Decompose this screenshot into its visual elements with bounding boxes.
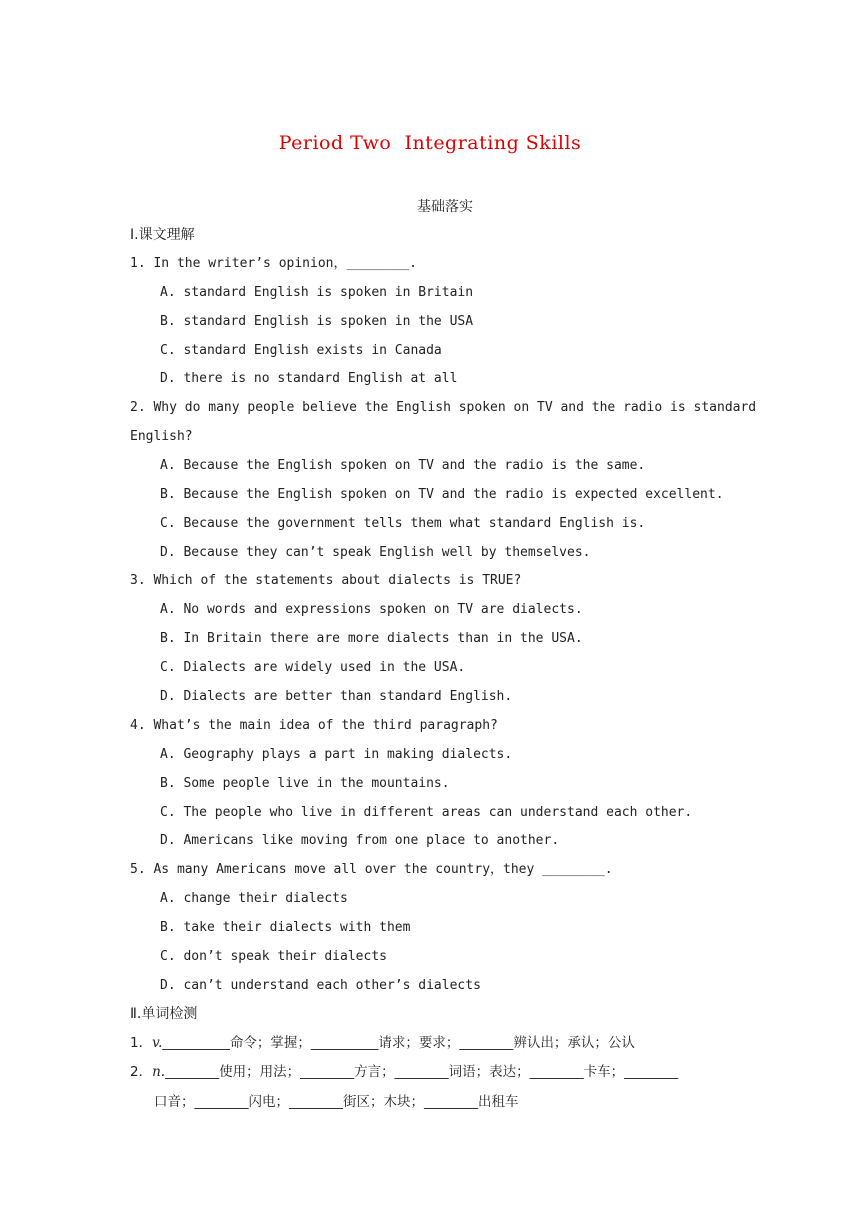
question-3-option-a: A. No words and expressions spoken on TV are dialects. <box>160 602 583 617</box>
question-3-option-d: D. Dialects are better than standard English. <box>160 689 513 704</box>
question-5-option-a: A. change their dialects <box>160 891 348 906</box>
vocab-line-1-pos: v. <box>152 1035 163 1051</box>
vocab-line-3: 口音；________闪电；________街区；木块；________出租车 <box>154 1094 519 1110</box>
question-1-option-c: C. standard English exists in Canada <box>160 343 442 358</box>
question-2-option-c: C. Because the government tells them what standard English is. <box>160 516 646 531</box>
question-5-option-c: C. don’t speak their dialects <box>160 949 387 964</box>
question-2-stem-continued: English? <box>130 429 193 444</box>
question-5-option-b: B. take their dialects with them <box>160 920 411 935</box>
question-2-option-a: A. Because the English spoken on TV and the radio is the same. <box>160 458 646 473</box>
section-1-heading: Ⅰ.课文理解 <box>130 227 195 243</box>
question-4-option-c: C. The people who live in different areas can understand each other. <box>160 805 693 820</box>
question-1-option-d: D. there is no standard English at all <box>160 371 458 386</box>
question-2-option-d: D. Because they can’t speak English well by themselves. <box>160 545 591 560</box>
question-4-option-b: B. Some people live in the mountains. <box>160 776 450 791</box>
question-3-option-c: C. Dialects are widely used in the USA. <box>160 660 466 675</box>
vocab-line-2 <box>130 1062 678 1082</box>
vocab-line-1 <box>130 1033 635 1053</box>
question-4-stem: 4. What’s the main idea of the third paragraph? <box>130 718 498 733</box>
question-5-stem: 5. As many Americans move all over the country，they ________. <box>130 862 613 877</box>
vocab-line-1-number: 1． <box>130 1035 153 1051</box>
question-4-option-a: A. Geography plays a part in making dialects. <box>160 747 513 762</box>
question-2-stem: 2. Why do many people believe the English spoken on TV and the radio is standard <box>130 400 757 415</box>
question-1-option-a: A. standard English is spoken in Britain <box>160 285 474 300</box>
document-title: Period Two Integrating Skills <box>278 132 582 154</box>
vocab-line-2-pos: n. <box>152 1064 166 1080</box>
question-1-stem: 1. In the writer’s opinion，________. <box>130 256 417 271</box>
question-3-stem: 3. Which of the statements about dialects is TRUE? <box>130 573 522 588</box>
question-1-option-b: B. standard English is spoken in the USA <box>160 314 474 329</box>
question-4-option-d: D. Americans like moving from one place to another. <box>160 833 560 848</box>
vocab-line-2-number: 2． <box>130 1064 153 1080</box>
vocab-line-1-text: __________命令；掌握；__________请求；要求；________辨认出；承认；公认 <box>162 1035 635 1051</box>
question-5-option-d: D. can’t understand each other’s dialects <box>160 978 481 993</box>
question-2-option-b: B. Because the English spoken on TV and the radio is expected excellent. <box>160 487 724 502</box>
question-3-option-b: B. In Britain there are more dialects than in the USA. <box>160 631 583 646</box>
section-2-heading: Ⅱ.单词检测 <box>130 1006 198 1022</box>
section-subtitle: 基础落实 <box>417 199 473 215</box>
vocab-line-2-text: ________使用；用法；________方言；________词语；表达；________卡车；________ <box>165 1064 679 1080</box>
